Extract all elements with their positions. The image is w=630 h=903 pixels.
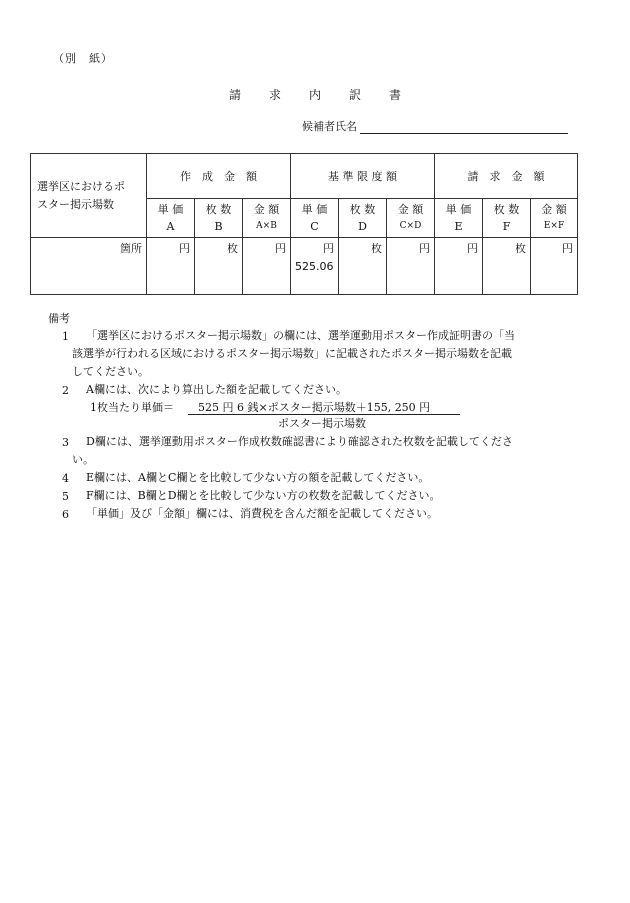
sub-header-unit-price-c: 単 価 C [291, 199, 339, 238]
formula-lead: 1枚当たり単価＝ [90, 401, 174, 414]
sub-header-unit-price-a: 単 価 A [147, 199, 195, 238]
note-text: 「単価」及び「金額」欄には、消費税を含んだ額を記載してください。 [86, 507, 438, 520]
cell-unit-price-c[interactable]: 円 525.06 [291, 238, 339, 295]
group-header-claim-amount: 請 求 金 額 [435, 154, 578, 199]
cell-quantity-f[interactable]: 枚 [483, 238, 531, 295]
note-text: D欄には、選挙運動用ポスター作成枚数確認書により確認された枚数を記載してくださ [86, 435, 513, 448]
note-text: 「選挙区におけるポスター掲示場数」の欄には、選挙運動用ポスター作成証明書の「当 [86, 329, 515, 342]
cell-amount-exf[interactable]: 円 [531, 238, 578, 295]
annex-label: （別 紙） [53, 52, 113, 65]
formula-numerator: 525 円 6 銭×ポスター掲示場数＋155, 250 円 [198, 401, 431, 414]
sub-header-amount-cxd: 金 額 C×D [387, 199, 435, 238]
cell-amount-axb[interactable]: 円 [243, 238, 291, 295]
title-char: 書 [389, 88, 402, 102]
document-title [0, 86, 630, 103]
notes-heading: 備考 [48, 312, 70, 325]
note-text: してください。 [72, 365, 149, 378]
sub-header-amount-exf: 金 額 E×F [531, 199, 578, 238]
limit-unit-price-value: 525.06 [295, 260, 334, 273]
cell-quantity-b[interactable]: 枚 [195, 238, 243, 295]
candidate-name-label: 候補者氏名 [302, 120, 357, 133]
note-number: 3 [62, 436, 69, 449]
sub-header-quantity-d: 枚 数 D [339, 199, 387, 238]
note-text: A欄には、次により算出した額を記載してください。 [86, 383, 347, 396]
cell-quantity-d[interactable]: 枚 [339, 238, 387, 295]
header-line: スター掲示場数 [37, 197, 114, 211]
note-number: 6 [62, 508, 69, 521]
note-text: E欄には、A欄とC欄とを比較して少ない方の額を記載してください。 [86, 471, 430, 484]
cell-amount-cxd[interactable]: 円 [387, 238, 435, 295]
candidate-name-field[interactable] [360, 133, 568, 134]
note-number: 4 [62, 472, 69, 485]
title-char: 請 [228, 88, 241, 102]
formula-denominator: ポスター掲示場数 [278, 417, 366, 430]
title-char: 訳 [349, 88, 362, 102]
sub-header-quantity-b: 枚 数 B [195, 199, 243, 238]
claim-breakdown-table [30, 153, 578, 295]
group-header-production-cost: 作 成 金 額 [147, 154, 291, 199]
note-number: 2 [62, 384, 69, 397]
sub-header-quantity-f: 枚 数 F [483, 199, 531, 238]
cell-unit-price-e[interactable]: 円 [435, 238, 483, 295]
cell-board-count[interactable]: 箇所 [31, 238, 147, 295]
title-char: 内 [308, 88, 321, 102]
sub-header-amount-axb: 金 額 A×B [243, 199, 291, 238]
note-text: F欄には、B欄とD欄とを比較して少ない方の枚数を記載してください。 [86, 489, 441, 502]
note-text: 該選挙が行われる区域におけるポスター掲示場数」に記載されたポスター掲示場数を記載 [72, 347, 512, 360]
cell-unit-price-a[interactable]: 円 [147, 238, 195, 295]
note-text: い。 [72, 453, 94, 466]
title-char: 求 [268, 88, 281, 102]
note-number: 1 [62, 330, 69, 343]
note-number: 5 [62, 490, 69, 503]
header-line: 選挙区におけるポ [37, 179, 125, 193]
table-row [31, 238, 578, 295]
sub-header-unit-price-e: 単 価 E [435, 199, 483, 238]
poster-board-count-header [31, 154, 147, 238]
group-header-limit-amount: 基 準 限 度 額 [291, 154, 435, 199]
